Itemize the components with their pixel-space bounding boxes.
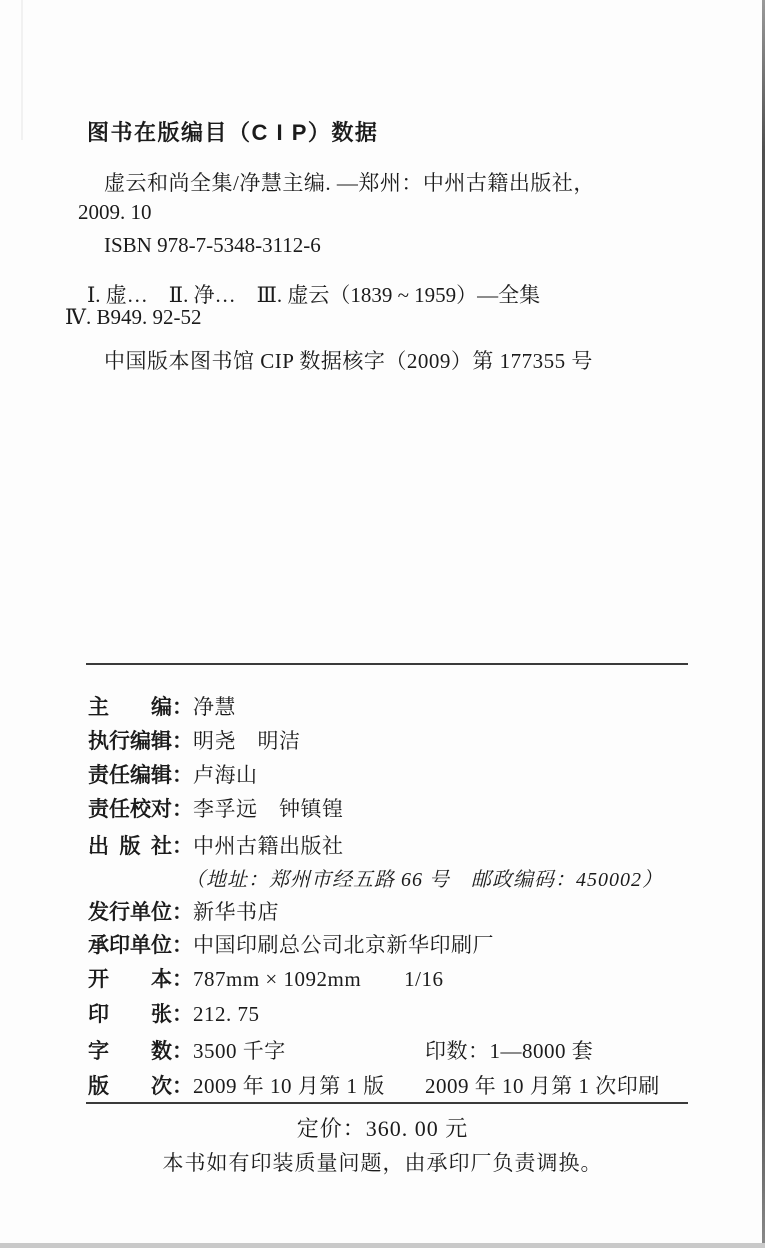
colophon-row-wordcount-printrun [88, 1035, 594, 1065]
row-label: 版次 [88, 1075, 172, 1098]
row-value: 净慧 [193, 695, 236, 719]
row-value: 212. 75 [193, 1002, 260, 1026]
row-colon: ： [172, 968, 193, 991]
row-label: 主编 [88, 696, 172, 719]
row-label: 发行单位 [88, 901, 172, 924]
row-value: 中国印刷总公司北京新华印刷厂 [193, 933, 494, 957]
row-colon: ： [172, 1003, 193, 1026]
cip-classification-line-1: Ⅰ. 虚… Ⅱ. 净… Ⅲ. 虚云（1839 ~ 1959）—全集 [87, 283, 541, 307]
colophon-row-responsible-editor [88, 759, 258, 789]
row-colon: ： [172, 934, 193, 957]
row-value: 新华书店 [193, 900, 279, 924]
row-label: 印张 [88, 1003, 172, 1026]
row-colon: ： [172, 764, 193, 787]
row-label: 开本 [88, 968, 172, 991]
row-label: 字数 [88, 1040, 172, 1063]
row-value: 卢海山 [193, 763, 258, 787]
divider-rule-top [86, 663, 688, 665]
colophon-row-printer [88, 929, 494, 959]
quality-notice: 本书如有印装质量问题，由承印厂负责调换。 [162, 1151, 603, 1175]
colophon-row-executive-editor [88, 725, 301, 755]
colophon-row-publisher-address: （地址：郑州市经五路 66 号 邮政编码：450002） [185, 869, 663, 891]
row-colon: ： [172, 1075, 193, 1098]
row-label: 出版社 [88, 835, 172, 858]
cip-record-number-line: 中国版本图书馆 CIP 数据核字（2009）第 177355 号 [104, 349, 593, 373]
row-value: 明尧 明洁 [193, 729, 301, 753]
colophon-row-sheets [88, 998, 260, 1028]
cip-bibliographic-line-2: 2009. 10 [78, 200, 152, 224]
price-line: 定价：360. 00 元 [296, 1116, 469, 1141]
cip-classification-line-2: Ⅳ. B949. 92-52 [65, 305, 202, 329]
scan-artifact-left [21, 0, 23, 140]
colophon-row-format [88, 963, 444, 993]
cip-isbn: ISBN 978-7-5348-3112-6 [104, 233, 321, 257]
row-colon: ： [172, 696, 193, 719]
row-label: 承印单位 [88, 934, 172, 957]
divider-rule-bottom [86, 1102, 688, 1104]
row-label: 责任编辑 [88, 764, 172, 787]
row-value: 李孚远 钟镇锽 [193, 797, 344, 821]
row-value-right: 2009 年 10 月第 1 次印刷 [425, 1074, 660, 1098]
row-label: 执行编辑 [88, 730, 172, 753]
colophon-row-publisher [88, 830, 344, 860]
row-value: 3500 千字 [193, 1039, 286, 1063]
row-colon: ： [172, 901, 193, 924]
cip-bibliographic-line-1: 虚云和尚全集/净慧主编. —郑州：中州古籍出版社， [104, 171, 595, 195]
row-value: 中州古籍出版社 [193, 834, 344, 858]
row-value: 2009 年 10 月第 1 版 [193, 1074, 385, 1098]
row-colon: ： [172, 1040, 193, 1063]
row-label: 责任校对 [88, 798, 172, 821]
colophon-row-proofreaders [88, 793, 344, 823]
row-colon: ： [172, 798, 193, 821]
colophon-row-edition-printing [88, 1070, 660, 1100]
row-colon: ： [172, 730, 193, 753]
scan-artifact-bottom-edge [0, 1243, 765, 1248]
row-value-right: 印数：1—8000 套 [425, 1039, 594, 1063]
row-value: 787mm × 1092mm 1/16 [193, 967, 444, 991]
colophon-row-chief-editor [88, 691, 236, 721]
row-colon: ： [172, 835, 193, 858]
colophon-row-distributor [88, 896, 279, 926]
cip-title: 图书在版编目（C I P）数据 [87, 120, 379, 145]
